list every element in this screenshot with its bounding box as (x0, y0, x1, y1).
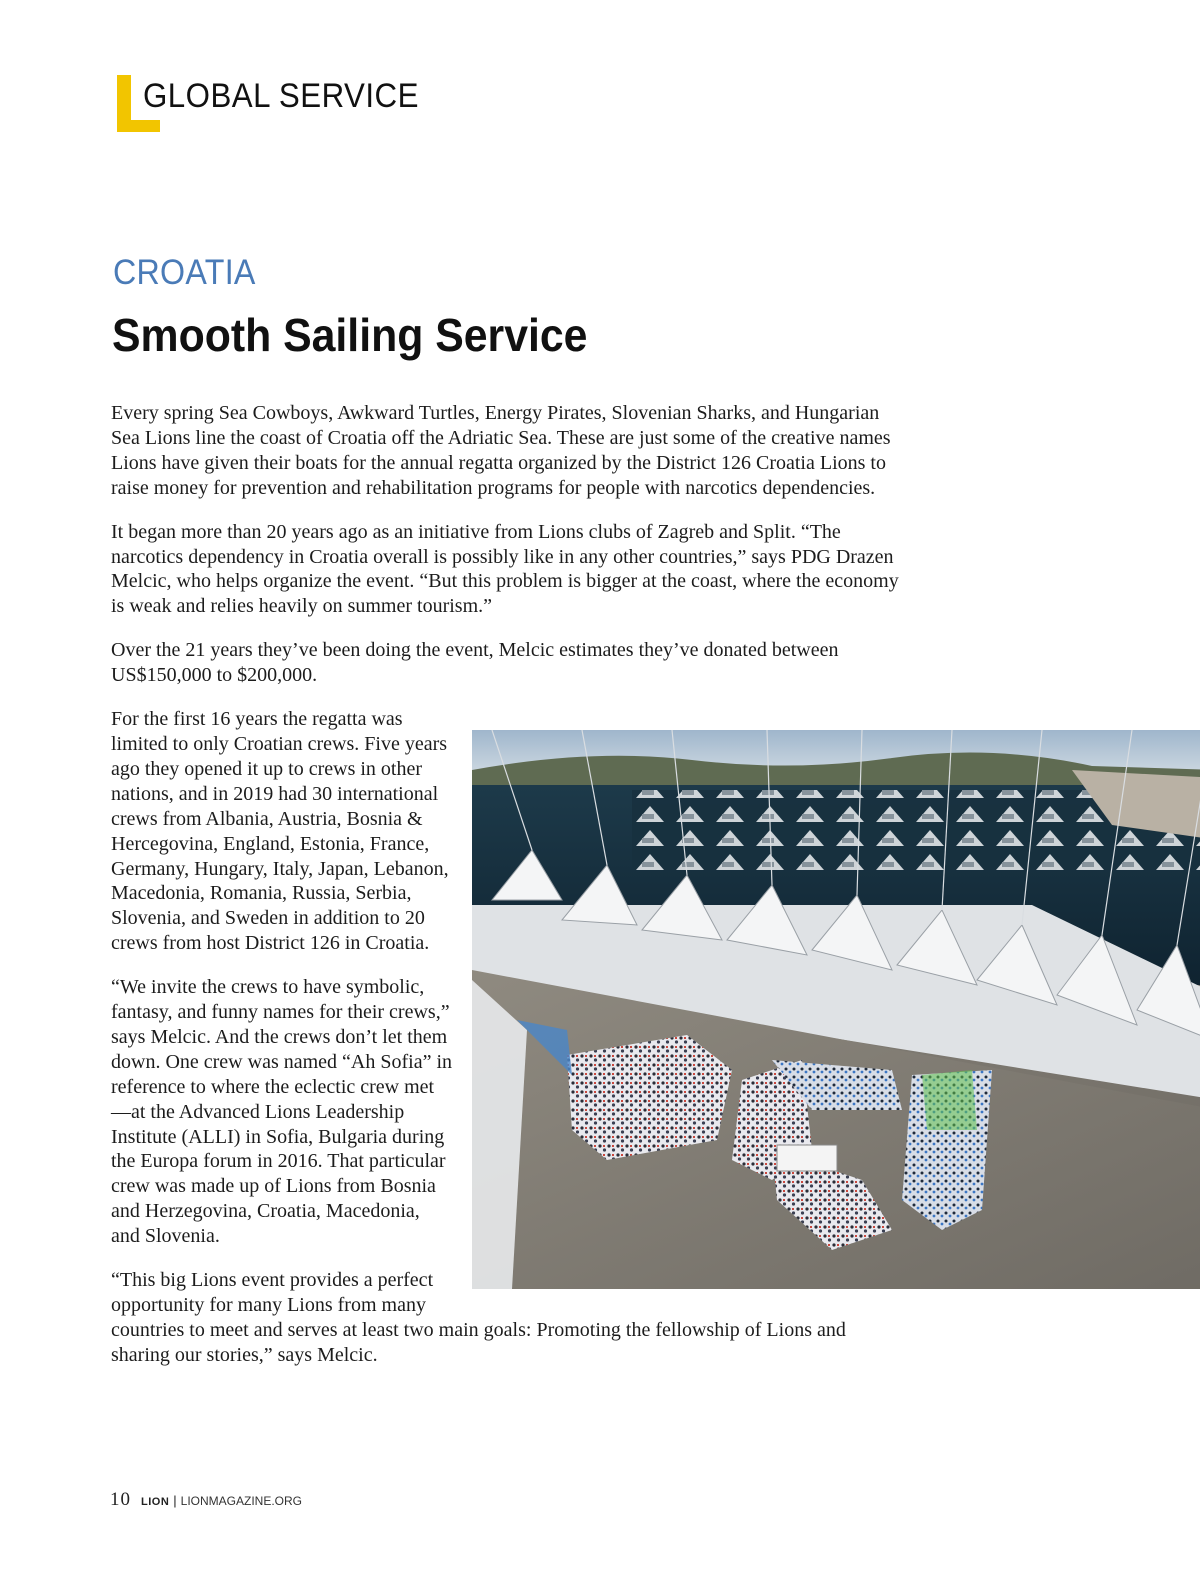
article-headline: Smooth Sailing Service (112, 309, 588, 361)
footer-separator: | (173, 1493, 177, 1508)
photo-float (453, 728, 899, 1314)
magazine-url: LIONMAGAZINE.ORG (180, 1494, 303, 1508)
article-paragraph: It began more than 20 years ago as an initiative from Lions clubs of Zagreb and Split. “The narcotics dependency in Croatia overall is possibly like in any other countries,” says PDG Drazen Melcic, who helps organize the event. “But this problem is bigger at the coast, where the economy is weak and relies heavily on summer tourism.” (111, 520, 899, 618)
section-logo-mark-foot (117, 120, 160, 132)
magazine-name: LION (141, 1496, 170, 1508)
regatta-photo (472, 730, 1200, 1289)
article-kicker: CROATIA (113, 253, 256, 292)
article-paragraph: Every spring Sea Cowboys, Awkward Turtles, Energy Pirates, Slovenian Sharks, and Hungarian Sea Lions line the coast of Croatia off the Adriatic Sea. These are just some of the creative names Lions have given their boats for the annual regatta organized by the District 126 Croatia Lions to raise money for prevention and rehabilitation programs for people with narcotics dependencies. (111, 402, 891, 499)
page-footer (110, 1489, 302, 1511)
article-paragraph: “This big Lions event provides a perfect opportunity for many Lions from many countries to meet and serves at least two main goals: Promoting the fellowship of Lions and sharing our stories,” says Melcic. (111, 1269, 846, 1366)
section-header (117, 75, 517, 135)
article-paragraph: “We invite the crews to have symbolic, fantasy, and funny names for their crews,” says Melcic. And the crews don’t let them down. One crew was named “Ah Sofia” in reference to where the eclectic crew met—at the Advanced Lions Leadership Institute (ALLI) in Sofia, Bulgaria during the Europa forum in 2016. That particular crew was made up of Lions from Bosnia and Herzegovina, Croatia, Macedonia, and Slovenia. (111, 976, 453, 1248)
page-number: 10 (110, 1489, 131, 1510)
article-body (111, 401, 899, 1387)
article-paragraph: Over the 21 years they’ve been doing the event, Melcic estimates they’ve donated between US$150,000 to $200,000. (111, 639, 839, 687)
section-title: GLOBAL SERVICE (143, 77, 419, 115)
article-paragraph: For the first 16 years the regatta was limited to only Croatian crews. Five years ago they opened it up to crews in other nations, and in 2019 had 30 international crews from Albania, Austria, Bosnia & Hercegovina, England, Estonia, France, Germany, Hungary, Italy, Japan, Lebanon, Macedonia, Romania, Russia, Serbia, Slovenia, and Sweden in addition to 20 crews from host District 126 in Croatia. (111, 708, 449, 955)
regatta-photo-image (472, 730, 1200, 1289)
